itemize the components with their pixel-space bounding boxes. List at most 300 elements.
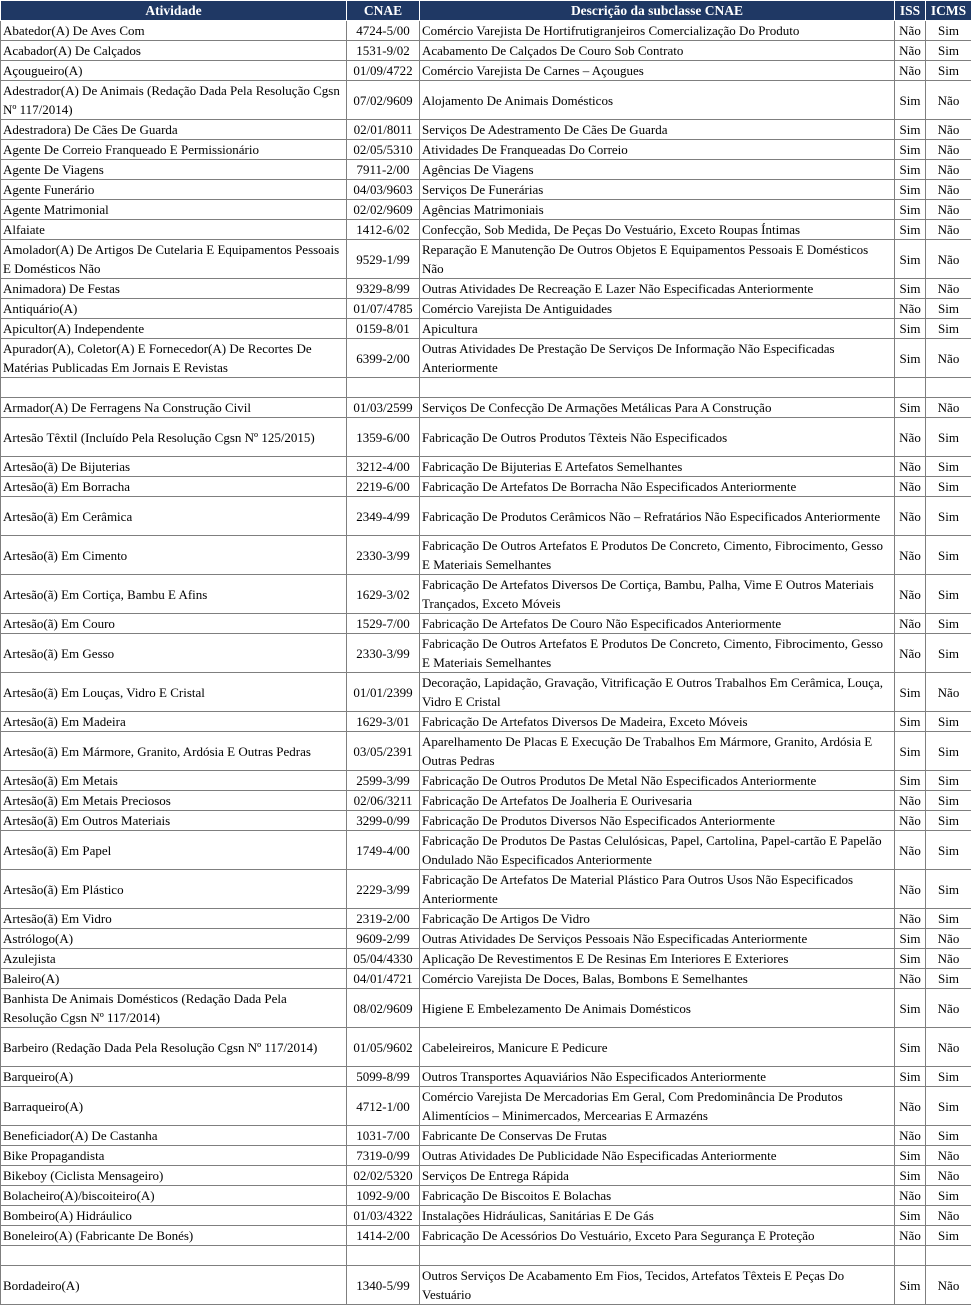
table-row — [1, 180, 971, 200]
icms-cell: Sim — [926, 41, 971, 61]
descricao-cell: Outras Atividades De Prestação De Serviços De Informação Não Especificadas Anteriormente — [420, 339, 895, 378]
icms-cell: Não — [926, 120, 971, 140]
iss-cell: Sim — [895, 339, 926, 378]
atividade-cell: Barqueiro(A) — [1, 1067, 347, 1087]
atividade-cell: Bolacheiro(A)/biscoiteiro(A) — [1, 1186, 347, 1206]
icms-cell: Sim — [926, 61, 971, 81]
descricao-cell: Serviços De Entrega Rápida — [420, 1166, 895, 1186]
atividade-cell: Artesão(ã) Em Metais — [1, 771, 347, 791]
descricao-cell: Serviços De Funerárias — [420, 180, 895, 200]
atividade-cell: Astrólogo(A) — [1, 929, 347, 949]
iss-cell: Não — [895, 457, 926, 477]
icms-cell: Não — [926, 180, 971, 200]
cnae-cell: 9529-1/99 — [347, 240, 420, 279]
iss-cell: Sim — [895, 929, 926, 949]
descricao-cell: Comércio Varejista De Antiguidades — [420, 299, 895, 319]
atividade-cell: Artesão(ã) Em Louças, Vidro E Cristal — [1, 673, 347, 712]
icms-cell: Sim — [926, 969, 971, 989]
iss-cell: Sim — [895, 140, 926, 160]
cnae-cell: 1531-9/02 — [347, 41, 420, 61]
iss-cell: Sim — [895, 1166, 926, 1186]
icms-cell: Sim — [926, 634, 971, 673]
table-row — [1, 1087, 971, 1126]
header-iss: ISS — [895, 1, 926, 21]
cnae-cell: 0159-8/01 — [347, 319, 420, 339]
icms-cell: Não — [926, 398, 971, 418]
atividade-cell: Artesão(ã) Em Cimento — [1, 536, 347, 575]
atividade-cell: Amolador(A) De Artigos De Cutelaria E Equipamentos Pessoais E Domésticos Não — [1, 240, 347, 279]
iss-cell: Não — [895, 811, 926, 831]
icms-cell: Não — [926, 1266, 971, 1305]
iss-cell: Não — [895, 909, 926, 929]
cnae-cell: 1359-6/00 — [347, 418, 420, 457]
descricao-cell: Apicultura — [420, 319, 895, 339]
icms-cell: Não — [926, 989, 971, 1028]
icms-cell: Sim — [926, 497, 971, 536]
icms-cell: Sim — [926, 536, 971, 575]
iss-cell: Não — [895, 418, 926, 457]
table-row — [1, 398, 971, 418]
descricao-cell: Agências De Viagens — [420, 160, 895, 180]
icms-cell: Sim — [926, 1067, 971, 1087]
cnae-cell: 2330-3/99 — [347, 634, 420, 673]
table-row — [1, 1067, 971, 1087]
cnae-cell: 01/07/4785 — [347, 299, 420, 319]
descricao-cell: Fabricação De Bijuterias E Artefatos Semelhantes — [420, 457, 895, 477]
descricao-cell: Fabricação De Artefatos De Joalheria E Ourivesaria — [420, 791, 895, 811]
table-row — [1, 1246, 971, 1266]
iss-cell: Sim — [895, 240, 926, 279]
iss-cell: Não — [895, 831, 926, 870]
cnae-cell: 2219-6/00 — [347, 477, 420, 497]
descricao-cell: Cabeleireiros, Manicure E Pedicure — [420, 1028, 895, 1067]
cnae-cell: 5099-8/99 — [347, 1067, 420, 1087]
descricao-cell: Fabricação De Artefatos Diversos De Madeira, Exceto Móveis — [420, 712, 895, 732]
table-row — [1, 81, 971, 120]
descricao-cell: Outras Atividades De Serviços Pessoais Não Especificadas Anteriormente — [420, 929, 895, 949]
iss-cell: Não — [895, 969, 926, 989]
iss-cell: Sim — [895, 1206, 926, 1226]
atividade-cell: Adestradora) De Cães De Guarda — [1, 120, 347, 140]
table-row — [1, 1206, 971, 1226]
icms-cell: Sim — [926, 771, 971, 791]
atividade-cell: Beneficiador(A) De Castanha — [1, 1126, 347, 1146]
descricao-cell: Fabricante De Conservas De Frutas — [420, 1126, 895, 1146]
icms-cell: Sim — [926, 1186, 971, 1206]
cnae-cell: 05/04/4330 — [347, 949, 420, 969]
atividade-cell: Acabador(A) De Calçados — [1, 41, 347, 61]
atividade-cell: Artesão(ã) Em Vidro — [1, 909, 347, 929]
atividade-cell: Bike Propagandista — [1, 1146, 347, 1166]
iss-cell: Sim — [895, 160, 926, 180]
cnae-cell: 1414-2/00 — [347, 1226, 420, 1246]
cnae-cell: 2319-2/00 — [347, 909, 420, 929]
icms-cell: Sim — [926, 909, 971, 929]
atividade-cell: Agente Matrimonial — [1, 200, 347, 220]
table-row — [1, 969, 971, 989]
atividade-cell: Artesão(ã) Em Couro — [1, 614, 347, 634]
atividade-cell: Boneleiro(A) (Fabricante De Bonés) — [1, 1226, 347, 1246]
iss-cell: Não — [895, 21, 926, 41]
iss-cell: Não — [895, 575, 926, 614]
icms-cell: Sim — [926, 1226, 971, 1246]
table-row — [1, 771, 971, 791]
table-row — [1, 160, 971, 180]
iss-cell: Não — [895, 870, 926, 909]
icms-cell: Não — [926, 220, 971, 240]
cnae-cell: 1031-7/00 — [347, 1126, 420, 1146]
header-icms: ICMS — [926, 1, 971, 21]
atividade-cell: Antiquário(A) — [1, 299, 347, 319]
atividade-cell: Barbeiro (Redação Dada Pela Resolução Cgsn Nº 117/2014) — [1, 1028, 347, 1067]
icms-cell: Não — [926, 200, 971, 220]
table-row — [1, 1126, 971, 1146]
table-row — [1, 1166, 971, 1186]
descricao-cell: Atividades De Franqueadas Do Correio — [420, 140, 895, 160]
cnae-cell: 02/02/5320 — [347, 1166, 420, 1186]
iss-cell: Sim — [895, 771, 926, 791]
atividade-cell: Apurador(A), Coletor(A) E Fornecedor(A) De Recortes De Matérias Publicadas Em Jornais E Revistas — [1, 339, 347, 378]
descricao-cell: Fabricação De Biscoitos E Bolachas — [420, 1186, 895, 1206]
iss-cell: Sim — [895, 989, 926, 1028]
atividade-cell: Baleiro(A) — [1, 969, 347, 989]
iss-cell: Não — [895, 1186, 926, 1206]
descricao-cell — [420, 378, 895, 398]
table-row — [1, 61, 971, 81]
descricao-cell: Comércio Varejista De Hortifrutigranjeiros Comercialização Do Produto — [420, 21, 895, 41]
cnae-cell: 1629-3/01 — [347, 712, 420, 732]
table-row — [1, 732, 971, 771]
descricao-cell: Comércio Varejista De Mercadorias Em Geral, Com Predominância De Produtos Alimentícios – Minimercados, Mercearias E Armazéns — [420, 1087, 895, 1126]
iss-cell — [895, 1246, 926, 1266]
descricao-cell: Serviços De Confecção De Armações Metálicas Para A Construção — [420, 398, 895, 418]
header-descricao: Descrição da subclasse CNAE — [420, 1, 895, 21]
iss-cell: Sim — [895, 1146, 926, 1166]
cnae-cell: 1529-7/00 — [347, 614, 420, 634]
cnae-cell: 7911-2/00 — [347, 160, 420, 180]
atividade-cell: Agente Funerário — [1, 180, 347, 200]
atividade-cell: Bombeiro(A) Hidráulico — [1, 1206, 347, 1226]
descricao-cell: Outras Atividades De Publicidade Não Especificadas Anteriormente — [420, 1146, 895, 1166]
iss-cell: Não — [895, 1226, 926, 1246]
descricao-cell: Fabricação De Artefatos De Couro Não Especificados Anteriormente — [420, 614, 895, 634]
atividade-cell: Artesão(ã) Em Plástico — [1, 870, 347, 909]
cnae-cell: 03/05/2391 — [347, 732, 420, 771]
iss-cell: Não — [895, 477, 926, 497]
atividade-cell: Armador(A) De Ferragens Na Construção Civil — [1, 398, 347, 418]
atividade-cell: Azulejista — [1, 949, 347, 969]
table-row — [1, 140, 971, 160]
atividade-cell: Artesão(ã) Em Borracha — [1, 477, 347, 497]
table-row — [1, 1028, 971, 1067]
cnae-cell: 04/03/9603 — [347, 180, 420, 200]
atividade-cell: Barraqueiro(A) — [1, 1087, 347, 1126]
table-row — [1, 575, 971, 614]
table-row — [1, 319, 971, 339]
table-row — [1, 457, 971, 477]
descricao-cell: Aplicação De Revestimentos E De Resinas Em Interiores E Exteriores — [420, 949, 895, 969]
cnae-cell: 01/03/2599 — [347, 398, 420, 418]
cnae-cell: 2229-3/99 — [347, 870, 420, 909]
icms-cell: Sim — [926, 319, 971, 339]
iss-cell: Sim — [895, 120, 926, 140]
table-row — [1, 831, 971, 870]
table-row — [1, 279, 971, 299]
descricao-cell: Instalações Hidráulicas, Sanitárias E De Gás — [420, 1206, 895, 1226]
cnae-cell: 3212-4/00 — [347, 457, 420, 477]
table-row — [1, 418, 971, 457]
table-row — [1, 477, 971, 497]
icms-cell: Não — [926, 1028, 971, 1067]
table-row — [1, 378, 971, 398]
atividade-cell — [1, 1246, 347, 1266]
cnae-cell: 02/01/8011 — [347, 120, 420, 140]
atividade-cell: Agente De Correio Franqueado E Permissionário — [1, 140, 347, 160]
icms-cell: Não — [926, 673, 971, 712]
descricao-cell: Outros Serviços De Acabamento Em Fios, Tecidos, Artefatos Têxteis E Peças Do Vestuário — [420, 1266, 895, 1305]
descricao-cell: Fabricação De Outros Artefatos E Produtos De Concreto, Cimento, Fibrocimento, Gesso E Materiais Semelhantes — [420, 536, 895, 575]
atividade-cell: Artesão(ã) Em Madeira — [1, 712, 347, 732]
table-row — [1, 712, 971, 732]
atividade-cell: Animadora) De Festas — [1, 279, 347, 299]
cnae-cell: 01/09/4722 — [347, 61, 420, 81]
cnae-cell: 1340-5/99 — [347, 1266, 420, 1305]
iss-cell: Sim — [895, 81, 926, 120]
cnae-cell: 02/06/3211 — [347, 791, 420, 811]
iss-cell: Sim — [895, 949, 926, 969]
header-atividade: Atividade — [1, 1, 347, 21]
cnae-cell — [347, 1246, 420, 1266]
icms-cell: Sim — [926, 21, 971, 41]
iss-cell: Não — [895, 791, 926, 811]
icms-cell: Não — [926, 339, 971, 378]
iss-cell: Sim — [895, 279, 926, 299]
icms-cell: Sim — [926, 712, 971, 732]
table-row — [1, 339, 971, 378]
icms-cell: Não — [926, 1146, 971, 1166]
icms-cell: Não — [926, 81, 971, 120]
descricao-cell: Agências Matrimoniais — [420, 200, 895, 220]
atividade-cell: Artesão(ã) De Bijuterias — [1, 457, 347, 477]
cnae-cell: 1092-9/00 — [347, 1186, 420, 1206]
iss-cell: Não — [895, 299, 926, 319]
descricao-cell: Aparelhamento De Placas E Execução De Trabalhos Em Mármore, Granito, Ardósia E Outras Pedras — [420, 732, 895, 771]
cnae-cell: 9329-8/99 — [347, 279, 420, 299]
icms-cell: Sim — [926, 477, 971, 497]
descricao-cell: Comércio Varejista De Carnes – Açougues — [420, 61, 895, 81]
icms-cell: Não — [926, 160, 971, 180]
cnae-cell — [347, 378, 420, 398]
iss-cell: Sim — [895, 673, 926, 712]
atividade-cell: Agente De Viagens — [1, 160, 347, 180]
icms-cell: Sim — [926, 870, 971, 909]
descricao-cell: Decoração, Lapidação, Gravação, Vitrificação E Outros Trabalhos Em Cerâmica, Louça, Vidro E Cristal — [420, 673, 895, 712]
icms-cell: Sim — [926, 791, 971, 811]
iss-cell: Não — [895, 634, 926, 673]
descricao-cell: Higiene E Embelezamento De Animais Domésticos — [420, 989, 895, 1028]
atividade-cell: Artesão(ã) Em Outros Materiais — [1, 811, 347, 831]
table-row — [1, 811, 971, 831]
cnae-cell: 07/02/9609 — [347, 81, 420, 120]
cnae-cell: 2330-3/99 — [347, 536, 420, 575]
table-row — [1, 909, 971, 929]
descricao-cell: Fabricação De Outros Produtos Têxteis Não Especificados — [420, 418, 895, 457]
table-row — [1, 1226, 971, 1246]
descricao-cell: Comércio Varejista De Doces, Balas, Bombons E Semelhantes — [420, 969, 895, 989]
iss-cell: Sim — [895, 220, 926, 240]
descricao-cell: Fabricação De Outros Produtos De Metal Não Especificados Anteriormente — [420, 771, 895, 791]
table-row — [1, 1266, 971, 1305]
atividade-cell: Açougueiro(A) — [1, 61, 347, 81]
table-row — [1, 673, 971, 712]
cnae-cell: 01/05/9602 — [347, 1028, 420, 1067]
descricao-cell: Outros Transportes Aquaviários Não Especificados Anteriormente — [420, 1067, 895, 1087]
icms-cell: Sim — [926, 457, 971, 477]
cnae-cell: 4712-1/00 — [347, 1087, 420, 1126]
atividade-cell: Apicultor(A) Independente — [1, 319, 347, 339]
cnae-cell: 1749-4/00 — [347, 831, 420, 870]
descricao-cell: Fabricação De Produtos De Pastas Celulósicas, Papel, Cartolina, Papel-cartão E Papelão Ondulado Não Especificados Anteriormente — [420, 831, 895, 870]
table-row — [1, 791, 971, 811]
icms-cell: Sim — [926, 418, 971, 457]
iss-cell: Sim — [895, 1067, 926, 1087]
descricao-cell: Fabricação De Artefatos De Material Plástico Para Outros Usos Não Especificados Anteriormente — [420, 870, 895, 909]
icms-cell: Não — [926, 1166, 971, 1186]
iss-cell: Sim — [895, 732, 926, 771]
icms-cell: Sim — [926, 1126, 971, 1146]
icms-cell: Não — [926, 140, 971, 160]
iss-cell: Sim — [895, 180, 926, 200]
descricao-cell — [420, 1246, 895, 1266]
descricao-cell: Outras Atividades De Recreação E Lazer Não Especificadas Anteriormente — [420, 279, 895, 299]
cnae-cell: 7319-0/99 — [347, 1146, 420, 1166]
table-row — [1, 220, 971, 240]
cnae-cell: 01/03/4322 — [347, 1206, 420, 1226]
atividade-cell: Alfaiate — [1, 220, 347, 240]
iss-cell: Sim — [895, 319, 926, 339]
iss-cell: Sim — [895, 1266, 926, 1305]
iss-cell: Não — [895, 497, 926, 536]
cnae-cell: 2349-4/99 — [347, 497, 420, 536]
atividade-cell: Bikeboy (Ciclista Mensageiro) — [1, 1166, 347, 1186]
cnae-cell: 3299-0/99 — [347, 811, 420, 831]
icms-cell: Sim — [926, 575, 971, 614]
icms-cell: Não — [926, 240, 971, 279]
descricao-cell: Fabricação De Artigos De Vidro — [420, 909, 895, 929]
descricao-cell: Confecção, Sob Medida, De Peças Do Vestuário, Exceto Roupas Íntimas — [420, 220, 895, 240]
table-row — [1, 1186, 971, 1206]
table-row — [1, 299, 971, 319]
cnae-cell: 08/02/9609 — [347, 989, 420, 1028]
descricao-cell: Alojamento De Animais Domésticos — [420, 81, 895, 120]
table-row — [1, 21, 971, 41]
cnae-cell: 9609-2/99 — [347, 929, 420, 949]
table-body — [1, 21, 971, 1305]
icms-cell — [926, 1246, 971, 1266]
table-row — [1, 41, 971, 61]
cnae-cell: 6399-2/00 — [347, 339, 420, 378]
iss-cell: Sim — [895, 1028, 926, 1067]
descricao-cell: Fabricação De Acessórios Do Vestuário, Exceto Para Segurança E Proteção — [420, 1226, 895, 1246]
cnae-cell: 1412-6/02 — [347, 220, 420, 240]
atividade-cell: Adestrador(A) De Animais (Redação Dada Pela Resolução Cgsn Nº 117/2014) — [1, 81, 347, 120]
cnae-cell: 2599-3/99 — [347, 771, 420, 791]
atividade-cell: Artesão Têxtil (Incluído Pela Resolução Cgsn Nº 125/2015) — [1, 418, 347, 457]
atividade-cell: Bordadeiro(A) — [1, 1266, 347, 1305]
table-row — [1, 870, 971, 909]
iss-cell: Não — [895, 41, 926, 61]
cnae-cell: 1629-3/02 — [347, 575, 420, 614]
atividade-cell — [1, 378, 347, 398]
icms-cell: Sim — [926, 732, 971, 771]
iss-cell: Não — [895, 536, 926, 575]
descricao-cell: Fabricação De Outros Artefatos E Produtos De Concreto, Cimento, Fibrocimento, Gesso E Materiais Semelhantes — [420, 634, 895, 673]
table-row — [1, 120, 971, 140]
cnae-cell: 4724-5/00 — [347, 21, 420, 41]
icms-cell — [926, 378, 971, 398]
icms-cell: Não — [926, 1206, 971, 1226]
cnae-cell: 02/02/9609 — [347, 200, 420, 220]
descricao-cell: Acabamento De Calçados De Couro Sob Contrato — [420, 41, 895, 61]
icms-cell: Sim — [926, 614, 971, 634]
table-row — [1, 200, 971, 220]
icms-cell: Não — [926, 279, 971, 299]
atividade-cell: Artesão(ã) Em Gesso — [1, 634, 347, 673]
header-row — [1, 1, 971, 21]
atividade-cell: Abatedor(A) De Aves Com — [1, 21, 347, 41]
iss-cell — [895, 378, 926, 398]
descricao-cell: Fabricação De Produtos Diversos Não Especificados Anteriormente — [420, 811, 895, 831]
iss-cell: Não — [895, 1087, 926, 1126]
iss-cell: Sim — [895, 200, 926, 220]
table-row — [1, 1146, 971, 1166]
iss-cell: Não — [895, 61, 926, 81]
atividade-cell: Banhista De Animais Domésticos (Redação Dada Pela Resolução Cgsn Nº 117/2014) — [1, 989, 347, 1028]
iss-cell: Não — [895, 614, 926, 634]
table-row — [1, 634, 971, 673]
icms-cell: Sim — [926, 1087, 971, 1126]
descricao-cell: Serviços De Adestramento De Cães De Guarda — [420, 120, 895, 140]
cnae-cell: 01/01/2399 — [347, 673, 420, 712]
table-row — [1, 536, 971, 575]
icms-cell: Não — [926, 949, 971, 969]
table-row — [1, 240, 971, 279]
icms-cell: Sim — [926, 811, 971, 831]
icms-cell: Sim — [926, 299, 971, 319]
atividade-cell: Artesão(ã) Em Cerâmica — [1, 497, 347, 536]
cnae-cell: 04/01/4721 — [347, 969, 420, 989]
table-row — [1, 614, 971, 634]
header-cnae: CNAE — [347, 1, 420, 21]
iss-cell: Não — [895, 1126, 926, 1146]
descricao-cell: Fabricação De Artefatos De Borracha Não Especificados Anteriormente — [420, 477, 895, 497]
iss-cell: Sim — [895, 398, 926, 418]
descricao-cell: Reparação E Manutenção De Outros Objetos E Equipamentos Pessoais E Domésticos Não — [420, 240, 895, 279]
descricao-cell: Fabricação De Produtos Cerâmicos Não – Refratários Não Especificados Anteriormente — [420, 497, 895, 536]
table-row — [1, 989, 971, 1028]
icms-cell: Sim — [926, 831, 971, 870]
table-row — [1, 497, 971, 536]
descricao-cell: Fabricação De Artefatos Diversos De Cortiça, Bambu, Palha, Vime E Outros Materiais Trançados, Exceto Móveis — [420, 575, 895, 614]
atividade-cell: Artesão(ã) Em Mármore, Granito, Ardósia E Outras Pedras — [1, 732, 347, 771]
cnae-cell: 02/05/5310 — [347, 140, 420, 160]
table-row — [1, 949, 971, 969]
iss-cell: Sim — [895, 712, 926, 732]
atividade-cell: Artesão(ã) Em Papel — [1, 831, 347, 870]
table-row — [1, 929, 971, 949]
atividade-cell: Artesão(ã) Em Metais Preciosos — [1, 791, 347, 811]
atividade-cell: Artesão(ã) Em Cortiça, Bambu E Afins — [1, 575, 347, 614]
